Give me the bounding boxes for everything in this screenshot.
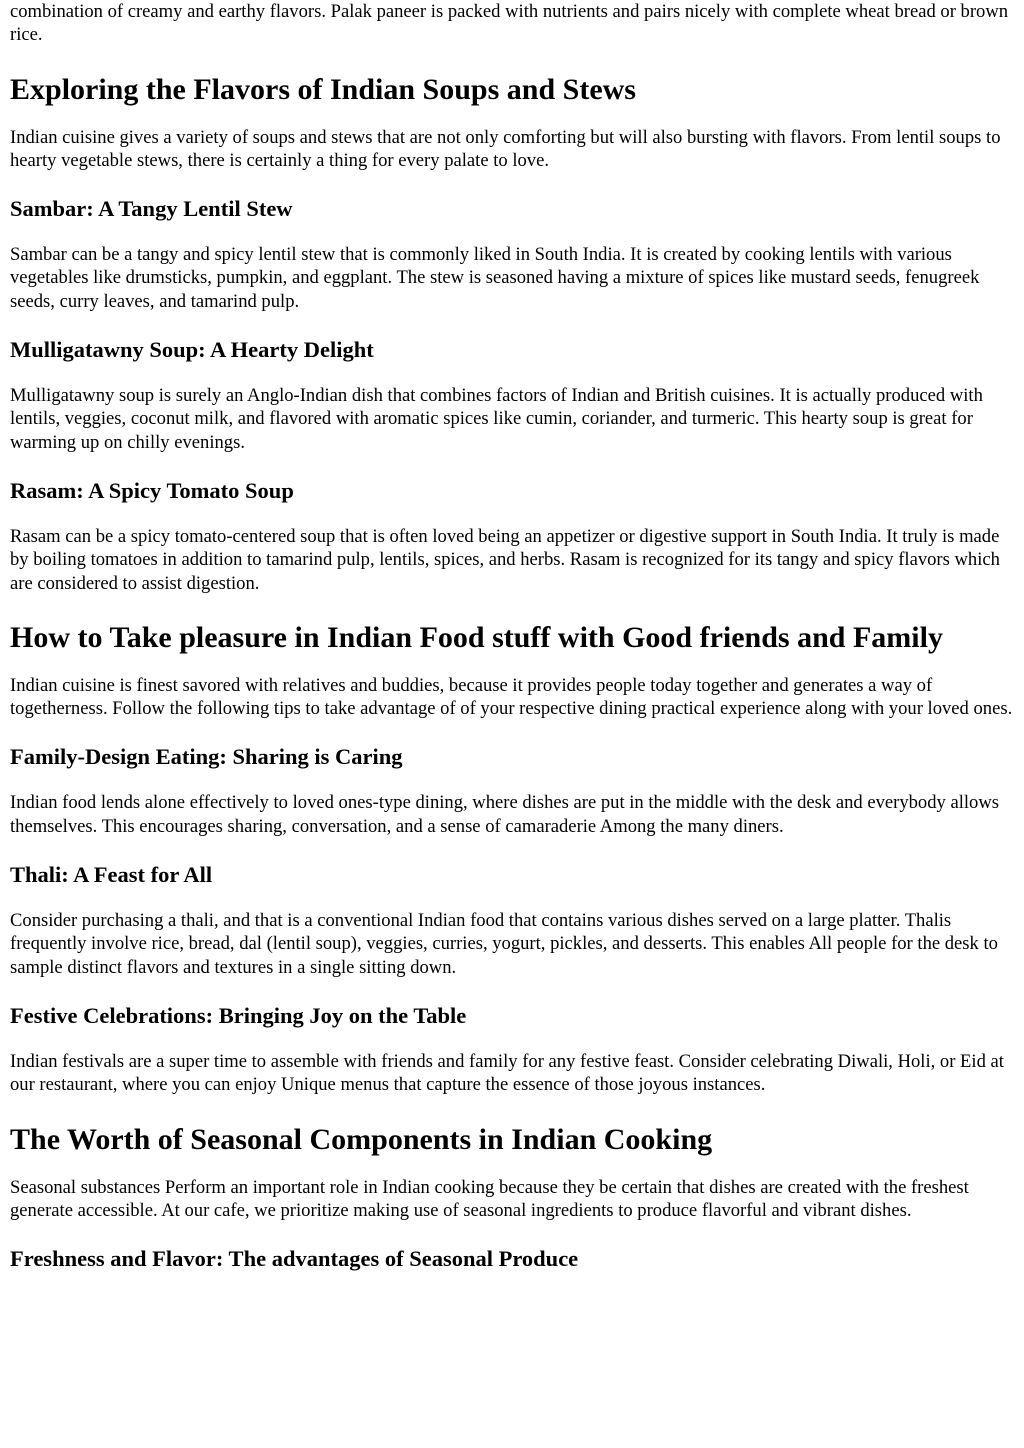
subheading-sambar: Sambar: A Tangy Lentil Stew [10, 196, 293, 222]
section-heading-friends-family: How to Take pleasure in Indian Food stuff with Good friends and Family [10, 620, 943, 654]
subheading-freshness: Freshness and Flavor: The advantages of Seasonal Produce [10, 1246, 579, 1272]
subheading-festive: Festive Celebrations: Bringing Joy on the Table [10, 1002, 467, 1028]
paragraph-thali: Consider purchasing a thali, and that is a conventional Indian food that contains various dishes served on a large platter. Thalis frequently involve rice, bread, dal (lentil soup), veggies, curries, yogurt, pickles, and desserts. This enables All people for the desk to sample distinct flavors and textures in a single sitting down. [10, 910, 998, 978]
section-heading-soups-stews: Exploring the Flavors of Indian Soups and Stews [10, 72, 636, 106]
section-paragraph-seasonal: Seasonal substances Perform an important role in Indian cooking because they be certain that dishes are created with the freshest generate accessible. At our cafe, we prioritize making use of seasonal ingredients to produce flavorful and vibrant dishes. [10, 1176, 969, 1221]
paragraph-rasam: Rasam can be a spicy tomato-centered soup that is often loved being an appetizer or digestive support in South India. It truly is made by boiling tomatoes in addition to tamarind pulp, lentils, spices, and herbs. Rasam is recognized for its tangy and spicy flavors which are considered to assist digestion. [10, 525, 1000, 594]
section-paragraph-friends-family: Indian cuisine is finest savored with relatives and buddies, because it provides people today together and generates a way of togetherness. Follow the following tips to take advantage of of your respective dining practical experience along with your loved ones. [10, 674, 1013, 720]
subheading-rasam: Rasam: A Spicy Tomato Soup [10, 477, 294, 503]
paragraph-family-style: Indian food lends alone effectively to loved ones-type dining, where dishes are put in the middle with the desk and everybody allows themselves. This encourages sharing, conversation, and a sense of camaraderie Among the many diners. [10, 792, 1000, 837]
paragraph-sambar: Sambar can be a tangy and spicy lentil stew that is commonly liked in South India. It is created by cooking lentils with various vegetables like drumsticks, pumpkin, and eggplant. The stew is seasoned having a mixture of spices like mustard seeds, fenugreek seeds, curry leaves, and tamarind pulp. [10, 244, 980, 312]
intro-paragraph: combination of creamy and earthy flavors. Palak paneer is packed with nutrients and pairs nicely with complete wheat bread or brown rice. [10, 1, 1009, 46]
section-heading-seasonal: The Worth of Seasonal Components in Indian Cooking [10, 1122, 713, 1156]
paragraph-mulligatawny: Mulligatawny soup is surely an Anglo-Indian dish that combines factors of Indian and British cuisines. It is actually produced with lentils, veggies, coconut milk, and flavored with aromatic spices like cumin, coriander, and turmeric. This hearty soup is great for warming up on chilly evenings. [10, 385, 983, 453]
subheading-mulligatawny: Mulligatawny Soup: A Hearty Delight [10, 337, 374, 363]
section-paragraph-soups-stews: Indian cuisine gives a variety of soups and stews that are not only comforting but will also bursting with flavors. From lentil soups to hearty vegetable stews, there is certainly a thing for every palate to love. [10, 126, 1001, 171]
subheading-thali: Thali: A Feast for All [10, 862, 213, 888]
subheading-family-style: Family-Design Eating: Sharing is Caring [10, 744, 403, 770]
paragraph-festive: Indian festivals are a super time to assemble with friends and family for any festive feast. Consider celebrating Diwali, Holi, or Eid at our restaurant, where you can enjoy Unique menus that capture the essence of those joyous instances. [10, 1050, 1004, 1096]
